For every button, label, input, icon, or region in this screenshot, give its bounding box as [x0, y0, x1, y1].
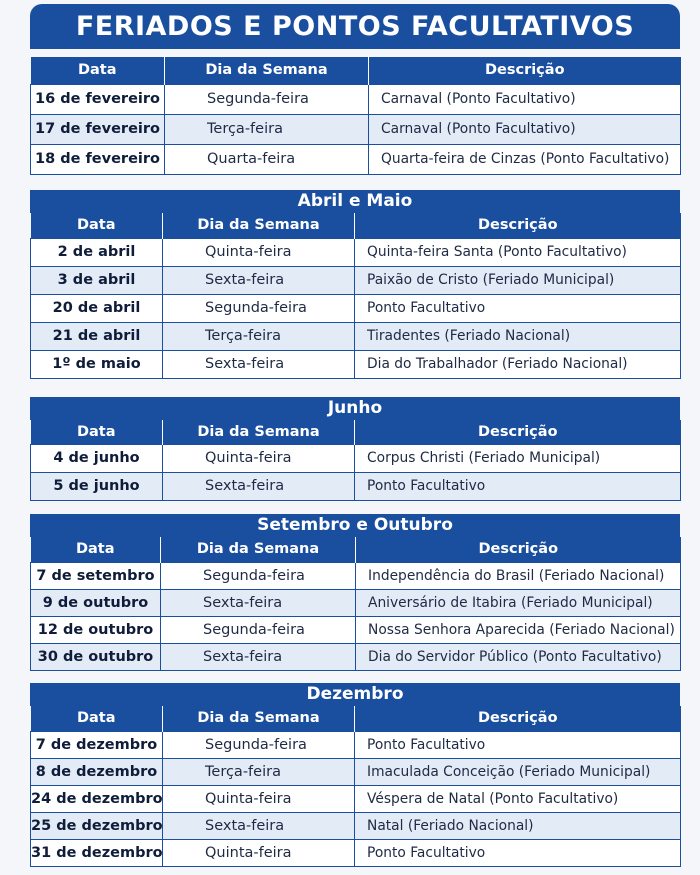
cell-weekday: Sexta-feira — [161, 589, 356, 616]
cell-weekday: Sexta-feira — [163, 812, 355, 839]
cell-weekday: Terça-feira — [163, 758, 355, 785]
cell-weekday: Quinta-feira — [163, 839, 355, 866]
cell-weekday: Sexta-feira — [163, 266, 355, 294]
column-header-description: Descrição — [355, 213, 681, 238]
column-header-date: Data — [31, 420, 163, 444]
cell-weekday: Segunda-feira — [161, 562, 356, 589]
cell-date: 25 de dezembro — [31, 812, 163, 839]
cell-description: Imaculada Conceição (Feriado Municipal) — [355, 758, 681, 785]
table-row — [31, 758, 681, 785]
cell-description: Ponto Facultativo — [355, 294, 681, 322]
cell-weekday: Segunda-feira — [163, 294, 355, 322]
section-fevereiro — [30, 57, 680, 175]
cell-description: Tiradentes (Feriado Nacional) — [355, 322, 681, 350]
column-header-date: Data — [31, 706, 163, 731]
column-header-description: Descrição — [355, 420, 681, 444]
cell-description: Dia do Servidor Público (Ponto Facultativo) — [356, 643, 681, 670]
section-setembro-outubro — [30, 514, 680, 671]
table-row — [31, 84, 681, 114]
table-row — [31, 731, 681, 758]
cell-weekday: Segunda-feira — [165, 84, 369, 114]
cell-date: 31 de dezembro — [31, 839, 163, 866]
cell-description: Aniversário de Itabira (Feriado Municipal) — [356, 589, 681, 616]
column-header-description: Descrição — [356, 537, 681, 562]
cell-weekday: Quinta-feira — [163, 444, 355, 472]
table-row — [31, 114, 681, 144]
cell-date: 20 de abril — [31, 294, 163, 322]
cell-date: 1º de maio — [31, 350, 163, 378]
section-junho — [30, 397, 680, 501]
table-row — [31, 812, 681, 839]
column-header-date: Data — [31, 57, 165, 84]
table-row — [31, 444, 681, 472]
section-heading: Setembro e Outubro — [30, 514, 680, 537]
cell-description: Ponto Facultativo — [355, 731, 681, 758]
table-header-row — [31, 537, 681, 562]
cell-description: Ponto Facultativo — [355, 839, 681, 866]
cell-weekday: Quinta-feira — [163, 238, 355, 266]
holiday-table — [30, 706, 681, 867]
table-row — [31, 562, 681, 589]
table-row — [31, 472, 681, 500]
cell-description: Nossa Senhora Aparecida (Feriado Nacional) — [356, 616, 681, 643]
cell-description: Carnaval (Ponto Facultativo) — [369, 84, 681, 114]
column-header-date: Data — [31, 213, 163, 238]
column-header-date: Data — [31, 537, 161, 562]
table-row — [31, 294, 681, 322]
table-header-row — [31, 57, 681, 84]
cell-date: 7 de setembro — [31, 562, 161, 589]
cell-date: 3 de abril — [31, 266, 163, 294]
column-header-weekday: Dia da Semana — [165, 57, 369, 84]
cell-weekday: Sexta-feira — [161, 643, 356, 670]
table-header-row — [31, 706, 681, 731]
table-row — [31, 589, 681, 616]
cell-description: Natal (Feriado Nacional) — [355, 812, 681, 839]
table-row — [31, 350, 681, 378]
column-header-description: Descrição — [369, 57, 681, 84]
cell-weekday: Segunda-feira — [163, 731, 355, 758]
cell-date: 17 de fevereiro — [31, 114, 165, 144]
cell-description: Quarta-feira de Cinzas (Ponto Facultativo) — [369, 144, 681, 174]
column-header-weekday: Dia da Semana — [161, 537, 356, 562]
table-row — [31, 785, 681, 812]
column-header-weekday: Dia da Semana — [163, 706, 355, 731]
cell-date: 7 de dezembro — [31, 731, 163, 758]
table-row — [31, 839, 681, 866]
cell-weekday: Terça-feira — [163, 322, 355, 350]
section-heading: Abril e Maio — [30, 190, 680, 213]
table-row — [31, 322, 681, 350]
section-heading: Dezembro — [30, 683, 680, 706]
table-row — [31, 238, 681, 266]
cell-date: 30 de outubro — [31, 643, 161, 670]
section-heading: Junho — [30, 397, 680, 420]
table-header-row — [31, 213, 681, 238]
cell-description: Independência do Brasil (Feriado Nacional) — [356, 562, 681, 589]
holiday-table — [30, 537, 681, 671]
cell-description: Corpus Christi (Feriado Municipal) — [355, 444, 681, 472]
cell-weekday: Segunda-feira — [161, 616, 356, 643]
table-row — [31, 616, 681, 643]
column-header-weekday: Dia da Semana — [163, 420, 355, 444]
cell-date: 4 de junho — [31, 444, 163, 472]
page-title: FERIADOS E PONTOS FACULTATIVOS — [30, 4, 680, 49]
column-header-description: Descrição — [355, 706, 681, 731]
table-row — [31, 144, 681, 174]
cell-description: Véspera de Natal (Ponto Facultativo) — [355, 785, 681, 812]
cell-date: 16 de fevereiro — [31, 84, 165, 114]
holiday-table — [30, 420, 681, 501]
cell-weekday: Sexta-feira — [163, 472, 355, 500]
cell-description: Quinta-feira Santa (Ponto Facultativo) — [355, 238, 681, 266]
cell-date: 12 de outubro — [31, 616, 161, 643]
table-row — [31, 266, 681, 294]
cell-weekday: Quinta-feira — [163, 785, 355, 812]
cell-weekday: Sexta-feira — [163, 350, 355, 378]
cell-description: Carnaval (Ponto Facultativo) — [369, 114, 681, 144]
holiday-table — [30, 57, 681, 175]
table-header-row — [31, 420, 681, 444]
cell-weekday: Terça-feira — [165, 114, 369, 144]
section-dezembro — [30, 683, 680, 867]
holiday-table — [30, 213, 681, 379]
cell-date: 9 de outubro — [31, 589, 161, 616]
cell-date: 8 de dezembro — [31, 758, 163, 785]
table-row — [31, 643, 681, 670]
column-header-weekday: Dia da Semana — [163, 213, 355, 238]
cell-date: 18 de fevereiro — [31, 144, 165, 174]
cell-date: 21 de abril — [31, 322, 163, 350]
cell-description: Ponto Facultativo — [355, 472, 681, 500]
cell-date: 24 de dezembro — [31, 785, 163, 812]
section-abril-maio — [30, 190, 680, 379]
cell-date: 2 de abril — [31, 238, 163, 266]
cell-date: 5 de junho — [31, 472, 163, 500]
cell-description: Paixão de Cristo (Feriado Municipal) — [355, 266, 681, 294]
cell-description: Dia do Trabalhador (Feriado Nacional) — [355, 350, 681, 378]
cell-weekday: Quarta-feira — [165, 144, 369, 174]
